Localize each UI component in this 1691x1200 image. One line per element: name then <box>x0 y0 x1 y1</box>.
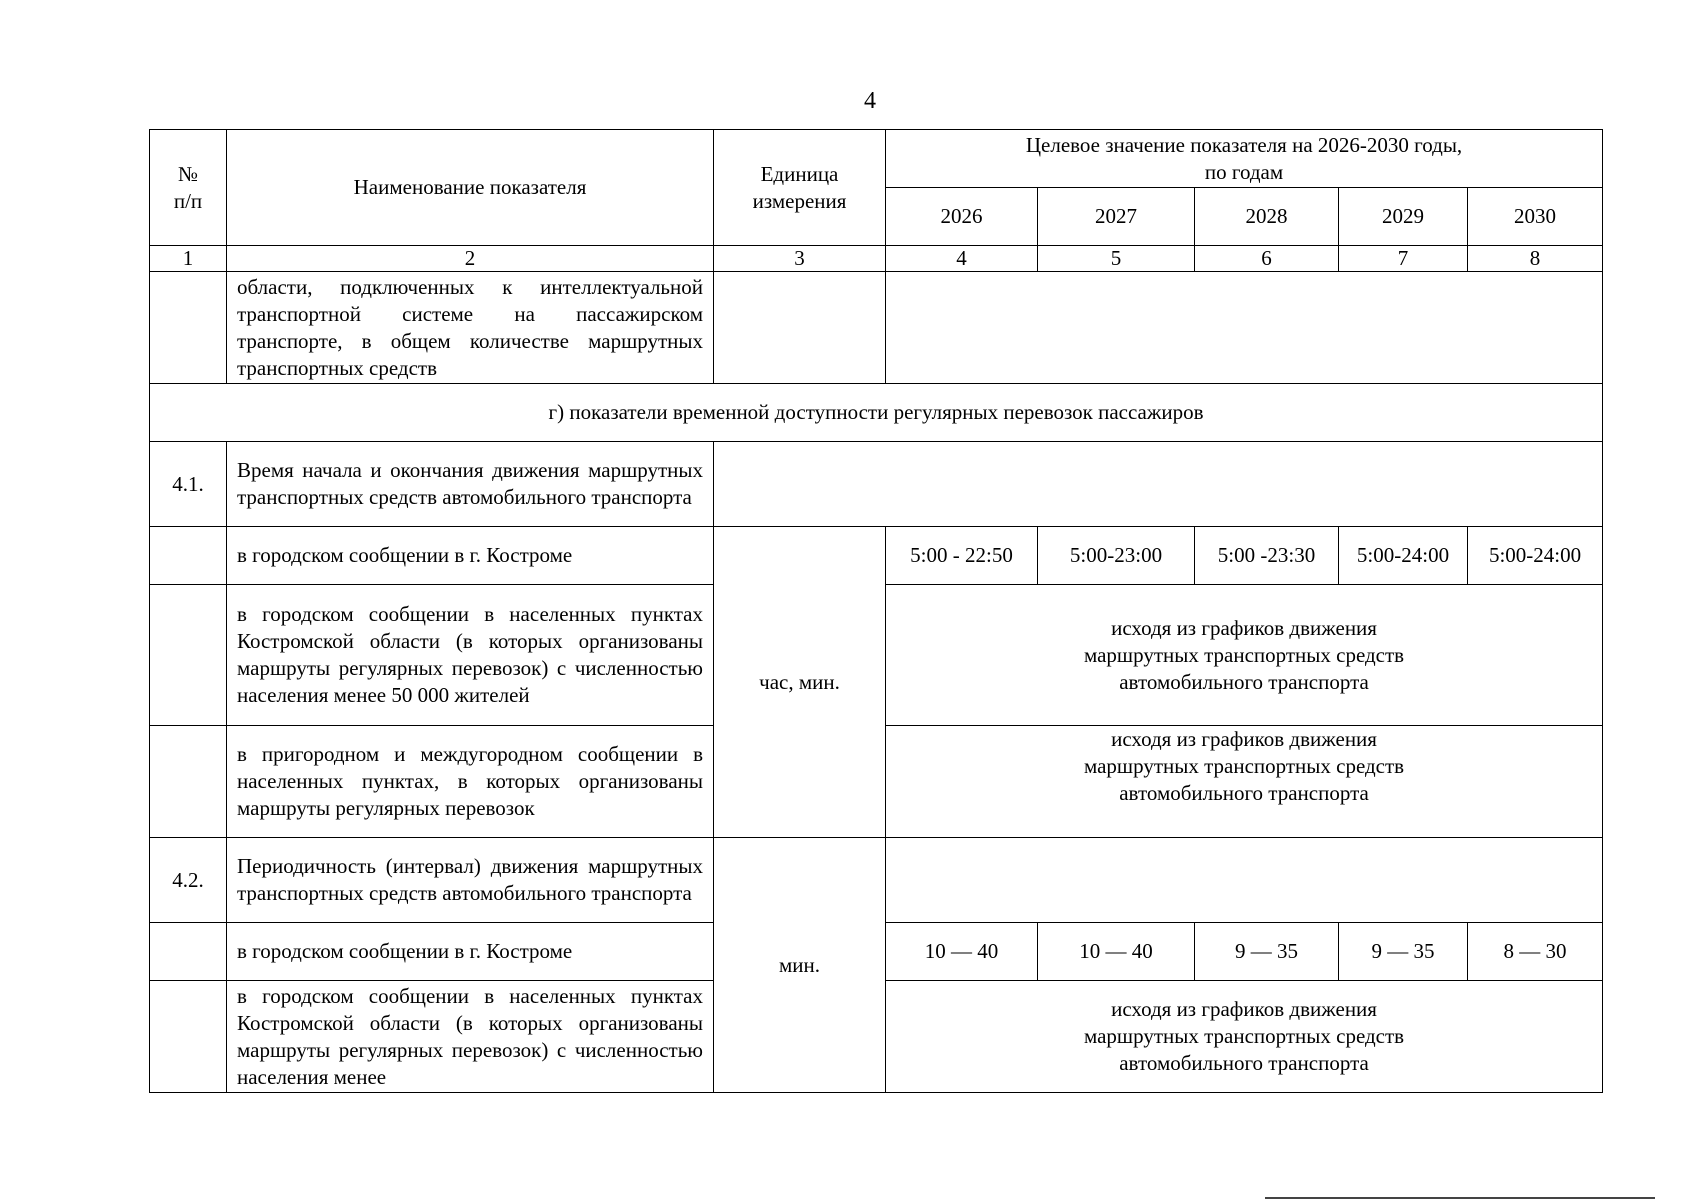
col-number: 5 <box>1038 246 1195 272</box>
table-row-4-1 <box>150 442 1603 527</box>
target-value-cell: исходя из графиков движения маршрутных транспортных средств автомобильного транспорта <box>886 585 1603 726</box>
row-num-cell <box>150 272 227 384</box>
indicator-name: в городском сообщении в населенных пунктах Костромской области (в которых организованы маршруты регулярных перевозок) с численностью населения менее 50 000 жителей <box>227 585 714 726</box>
target-value-cell <box>886 838 1603 923</box>
value-2029: 5:00-24:00 <box>1339 527 1468 585</box>
value-2028: 5:00 -23:30 <box>1195 527 1339 585</box>
col-number: 3 <box>714 246 886 272</box>
col-number: 1 <box>150 246 227 272</box>
target-value-cell <box>714 442 1603 527</box>
unit-cell <box>714 272 886 384</box>
section-title: г) показатели временной доступности регулярных перевозок пассажиров <box>150 384 1603 442</box>
target-value-cell: исходя из графиков движения маршрутных транспортных средств автомобильного транспорта <box>886 981 1603 1093</box>
year-2026: 2026 <box>886 188 1038 246</box>
value-2026: 5:00 - 22:50 <box>886 527 1038 585</box>
value-2028: 9 — 35 <box>1195 923 1339 981</box>
col-target-header: Целевое значение показателя на 2026-2030 годы, по годам <box>886 130 1603 188</box>
indicator-name: в городском сообщении в г. Костроме <box>227 923 714 981</box>
col-unit-header: Единица измерения <box>714 130 886 246</box>
col-number: 6 <box>1195 246 1339 272</box>
value-2026: 10 — 40 <box>886 923 1038 981</box>
indicator-name: в городском сообщении в населенных пунктах Костромской области (в которых организованы маршруты регулярных перевозок) с численностью населения менее <box>227 981 714 1093</box>
col-number: 4 <box>886 246 1038 272</box>
value-2027: 10 — 40 <box>1038 923 1195 981</box>
target-value-cell <box>886 272 1603 384</box>
column-numbers-row <box>150 246 1603 272</box>
target-value-cell: исходя из графиков движения маршрутных транспортных средств автомобильного транспорта <box>886 726 1603 838</box>
row-num-cell <box>150 527 227 585</box>
year-2028: 2028 <box>1195 188 1339 246</box>
indicator-name: Периодичность (интервал) движения маршрутных транспортных средств автомобильного транспорта <box>227 838 714 923</box>
unit-cell: час, мин. <box>714 527 886 838</box>
row-num-cell <box>150 981 227 1093</box>
col-name-header: Наименование показателя <box>227 130 714 246</box>
indicators-table <box>149 129 1603 1093</box>
page-number: 4 <box>864 88 876 114</box>
indicator-name: в городском сообщении в г. Костроме <box>227 527 714 585</box>
row-num: 4.2. <box>150 838 227 923</box>
row-num: 4.1. <box>150 442 227 527</box>
row-num-cell <box>150 923 227 981</box>
value-2030: 5:00-24:00 <box>1468 527 1603 585</box>
col-number: 2 <box>227 246 714 272</box>
table-row-continued <box>150 272 1603 384</box>
row-num-cell <box>150 585 227 726</box>
value-2030: 8 — 30 <box>1468 923 1603 981</box>
unit-cell: мин. <box>714 838 886 1093</box>
value-2029: 9 — 35 <box>1339 923 1468 981</box>
col-number: 8 <box>1468 246 1603 272</box>
value-2027: 5:00-23:00 <box>1038 527 1195 585</box>
scan-edge-line <box>1265 1197 1655 1199</box>
indicator-name: области, подключенных к интеллектуальной транспортной системе на пассажирском транспорте, в общем количестве маршрутных транспортных средств <box>227 272 714 384</box>
row-num-cell <box>150 726 227 838</box>
year-2027: 2027 <box>1038 188 1195 246</box>
year-2030: 2030 <box>1468 188 1603 246</box>
header-row-1 <box>150 130 1603 188</box>
indicator-name: Время начала и окончания движения маршрутных транспортных средств автомобильного транспорта <box>227 442 714 527</box>
indicator-name: в пригородном и междугородном сообщении в населенных пунктах, в которых организованы маршруты регулярных перевозок <box>227 726 714 838</box>
year-2029: 2029 <box>1339 188 1468 246</box>
table-row-4-2 <box>150 838 1603 923</box>
col-num-header: № п/п <box>150 130 227 246</box>
table-row-4-1-kostroma <box>150 527 1603 585</box>
section-row <box>150 384 1603 442</box>
col-number: 7 <box>1339 246 1468 272</box>
